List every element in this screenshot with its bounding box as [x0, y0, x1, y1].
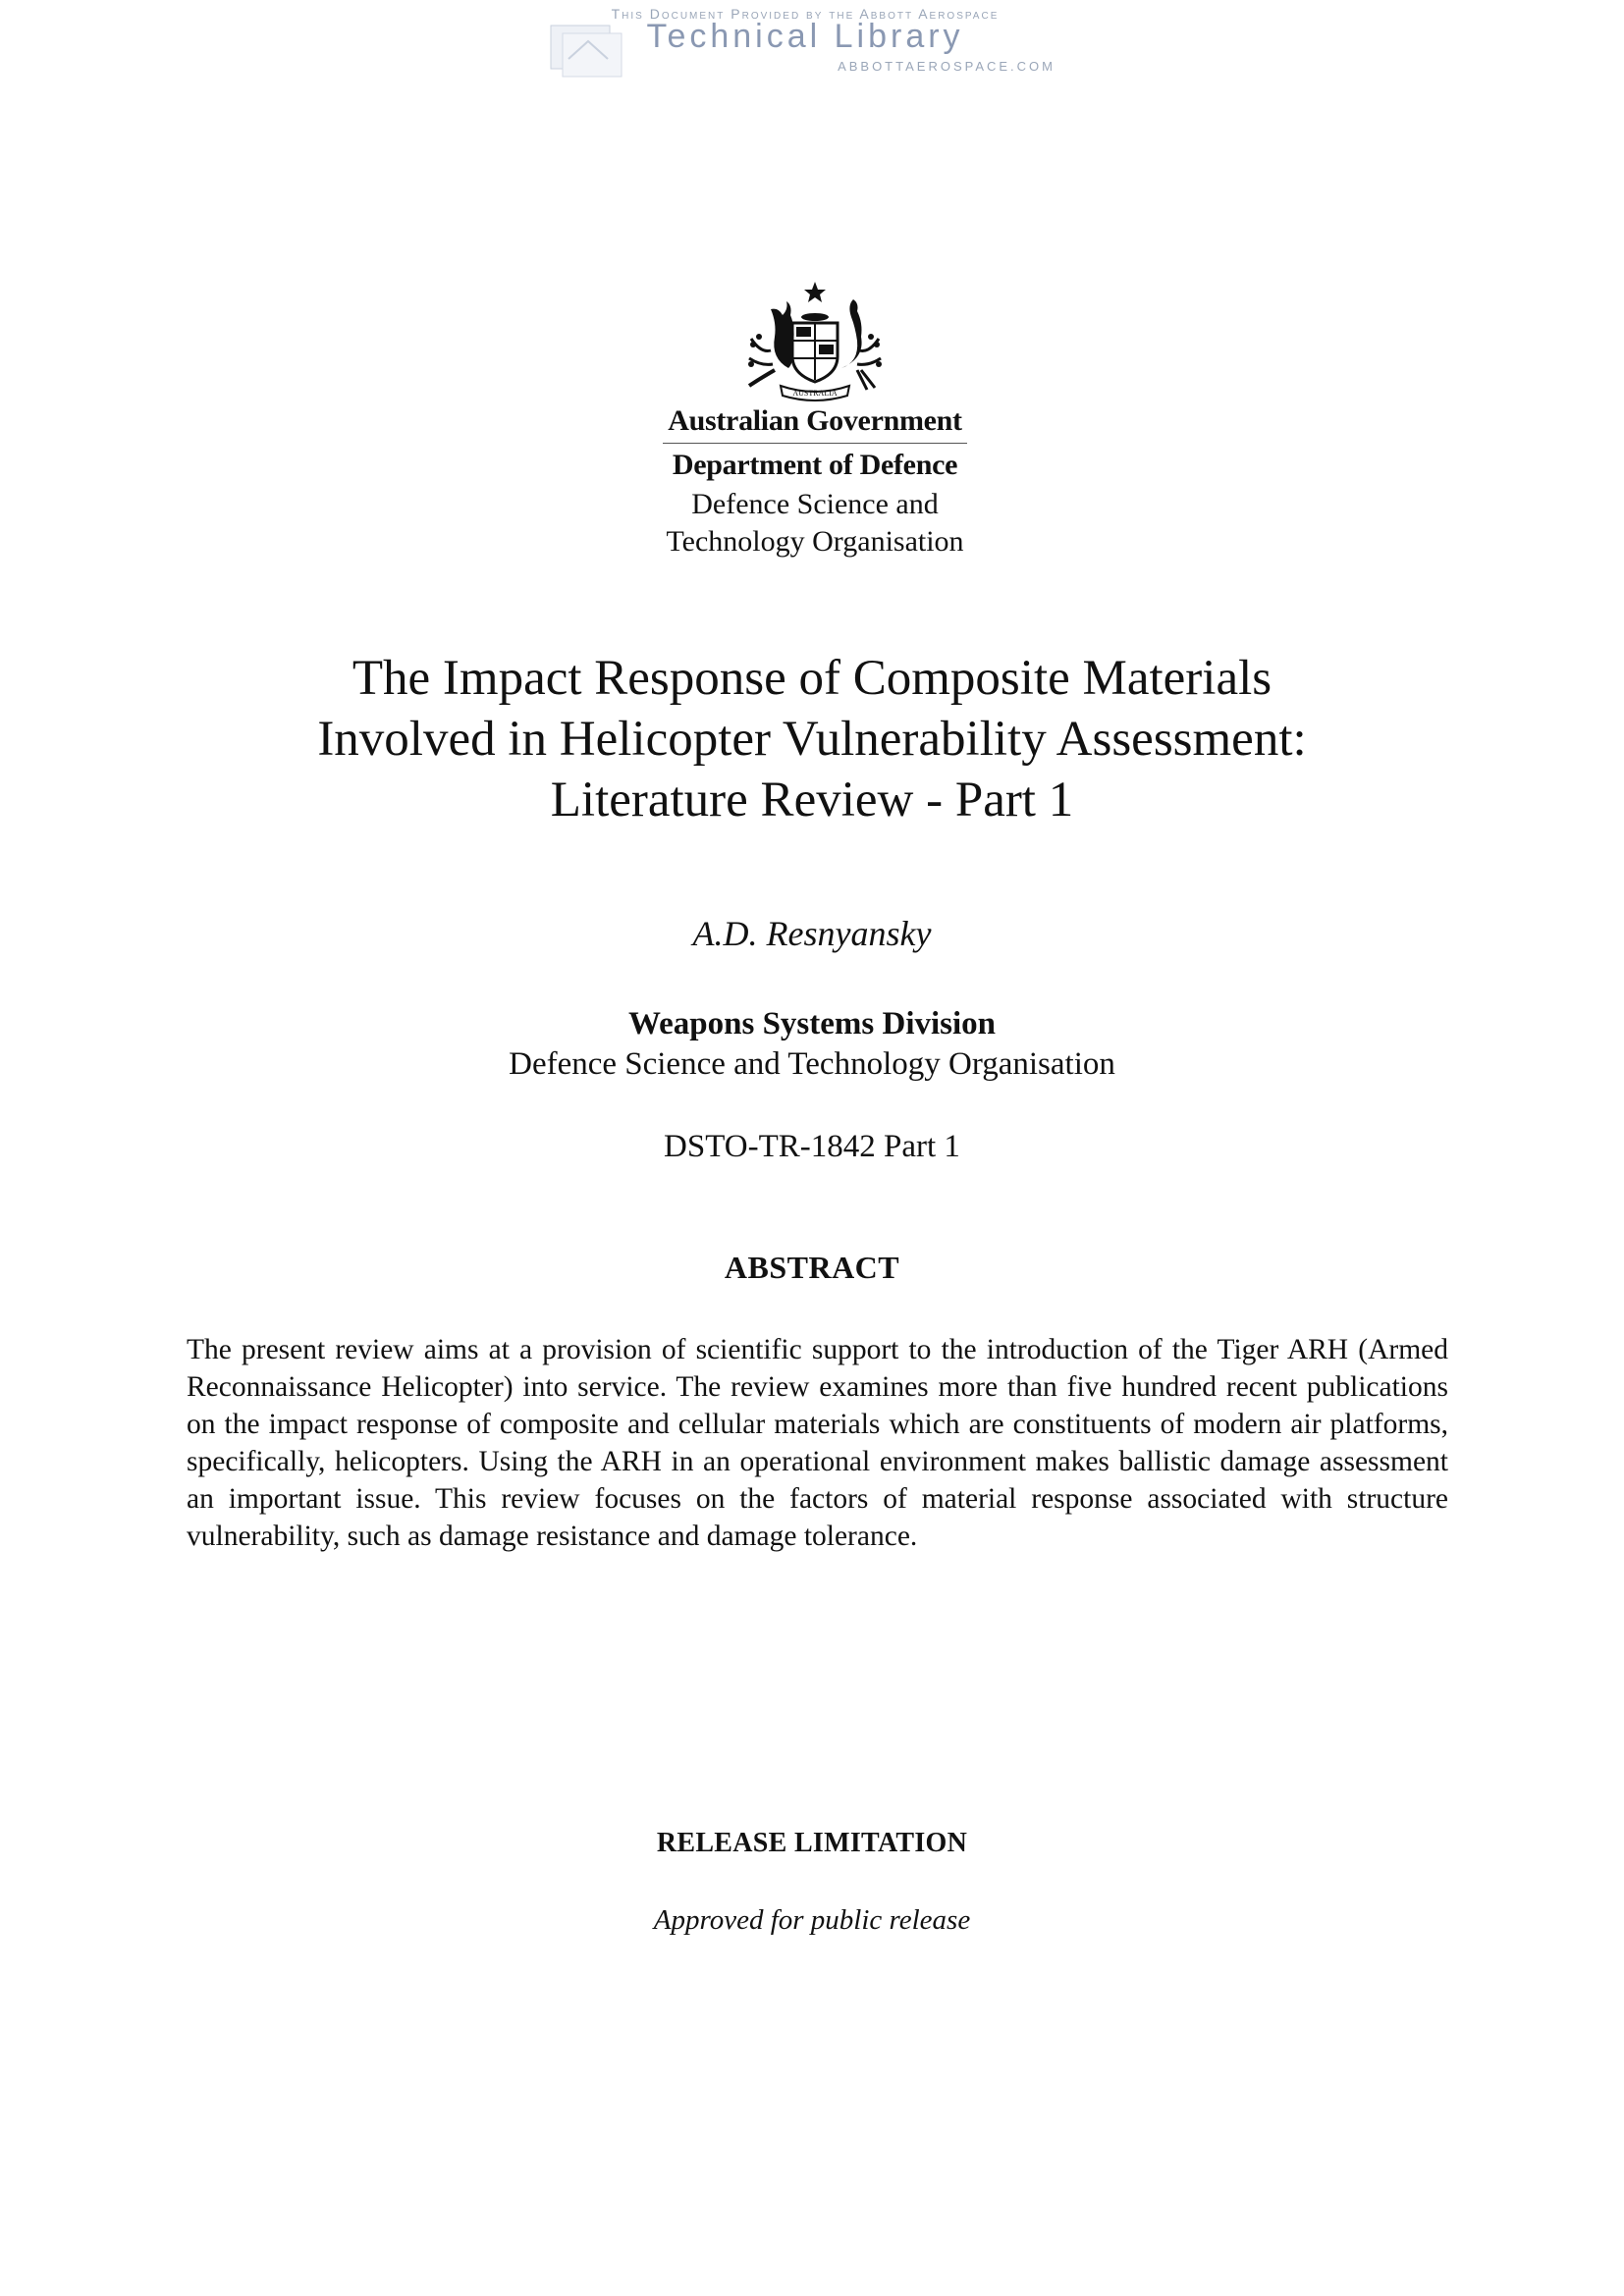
report-number: DSTO-TR-1842 Part 1 — [664, 1129, 960, 1164]
department-label: Department of Defence — [672, 449, 958, 481]
abstract-heading: ABSTRACT — [724, 1250, 900, 1285]
organisation: Defence Science and Technology Organisation — [509, 1046, 1115, 1082]
author: A.D. Resnyansky — [692, 914, 932, 953]
release-limitation-heading: RELEASE LIMITATION — [656, 1828, 968, 1858]
watermark-technical-library: Technical Library — [646, 18, 964, 55]
watermark-provided-by: This Document Provided by the Abbott Aerospace — [611, 6, 1000, 22]
dsto-label-line2: Technology Organisation — [666, 525, 964, 558]
crest-motto: AUSTRALIA — [792, 389, 838, 398]
government-branding — [648, 404, 982, 559]
dsto-label-line1: Defence Science and — [691, 488, 939, 520]
division: Weapons Systems Division — [627, 1006, 997, 1041]
title-line2: Involved in Helicopter Vulnerability Assessment: — [317, 712, 1307, 767]
watermark-url: ABBOTTAEROSPACE.COM — [838, 59, 1056, 74]
watermark-header — [545, 4, 1065, 82]
branding-divider — [663, 443, 967, 444]
document-title — [0, 648, 1624, 830]
abstract-body: The present review aims at a provision of scientific support to the introduction of the Tiger ARH (Armed Reconnaissance Helicopter) into service. The review examines more than five hundred recent publications on the impact response of composite and cellular materials which are constituents of modern air platforms, specifically, helicopters. Using the ARH in an operational environment makes ballistic damage assessment an important issue. This review focuses on the factors of material response associated with structure vulnerability, such as damage resistance and damage tolerance. — [187, 1334, 1448, 1552]
release-limitation-text: Approved for public release — [653, 1904, 971, 1936]
australian-government-label: Australian Government — [668, 404, 962, 437]
title-line3: Literature Review - Part 1 — [550, 773, 1074, 828]
title-line1: The Impact Response of Composite Materials — [352, 651, 1272, 706]
coat-of-arms-icon — [731, 280, 898, 402]
